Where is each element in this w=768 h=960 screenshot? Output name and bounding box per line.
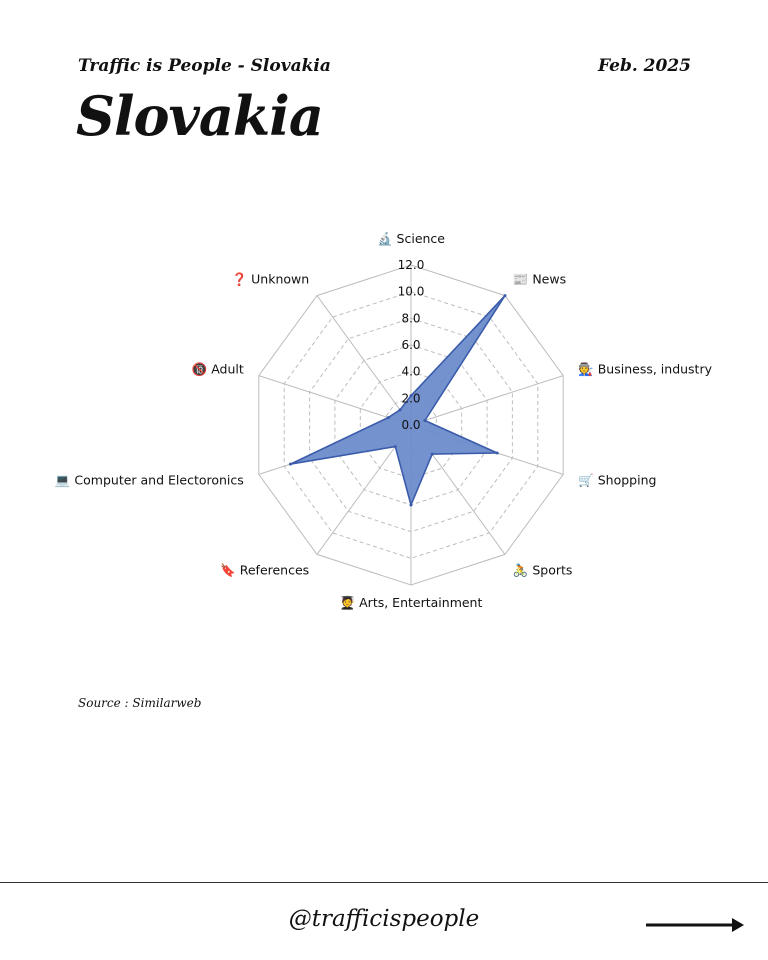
data-point xyxy=(399,408,402,411)
axis-label: 🧑‍🏭 Business, industry xyxy=(578,361,713,377)
axis-label: 🔬 Science xyxy=(377,231,445,246)
page-subtitle: Traffic is People - Slovakia xyxy=(78,56,331,76)
axis-label: 🛒 Shopping xyxy=(578,472,657,488)
tick-label: 12.0 xyxy=(397,258,425,272)
tick-label: 2.0 xyxy=(401,391,421,406)
data-point xyxy=(289,463,292,466)
page-title: Slovakia xyxy=(76,84,323,148)
data-point xyxy=(423,419,426,422)
axis-label: 🔖 References xyxy=(220,562,310,578)
footer-divider xyxy=(0,882,768,883)
tick-label: 10.0 xyxy=(397,284,425,299)
data-point xyxy=(504,294,507,297)
tick-label: 6.0 xyxy=(401,338,421,352)
data-point xyxy=(431,453,434,456)
social-handle: @trafficispeople xyxy=(288,906,480,932)
report-date: Feb. 2025 xyxy=(598,56,691,76)
data-point xyxy=(410,504,413,507)
grid-spoke xyxy=(317,296,411,425)
data-point xyxy=(387,416,390,419)
axis-label: 💻 Computer and Electoronics xyxy=(54,472,244,488)
data-point xyxy=(496,452,499,455)
tick-label: 0.0 xyxy=(401,418,421,432)
tick-label: 8.0 xyxy=(401,311,421,326)
radar-series xyxy=(289,294,507,506)
axis-label: 🚴 Sports xyxy=(512,562,573,578)
axis-label: ❓ Unknown xyxy=(231,271,310,287)
arrow-right-icon[interactable] xyxy=(646,916,746,934)
source-note: Source : Similarweb xyxy=(78,696,202,710)
axis-label: 📰 News xyxy=(512,271,567,287)
data-point xyxy=(394,445,397,448)
axis-label: 🧑‍🎓 Arts, Entertainment xyxy=(339,595,483,610)
axis-label: 🔞 Adult xyxy=(191,361,244,377)
tick-label: 4.0 xyxy=(401,364,421,379)
